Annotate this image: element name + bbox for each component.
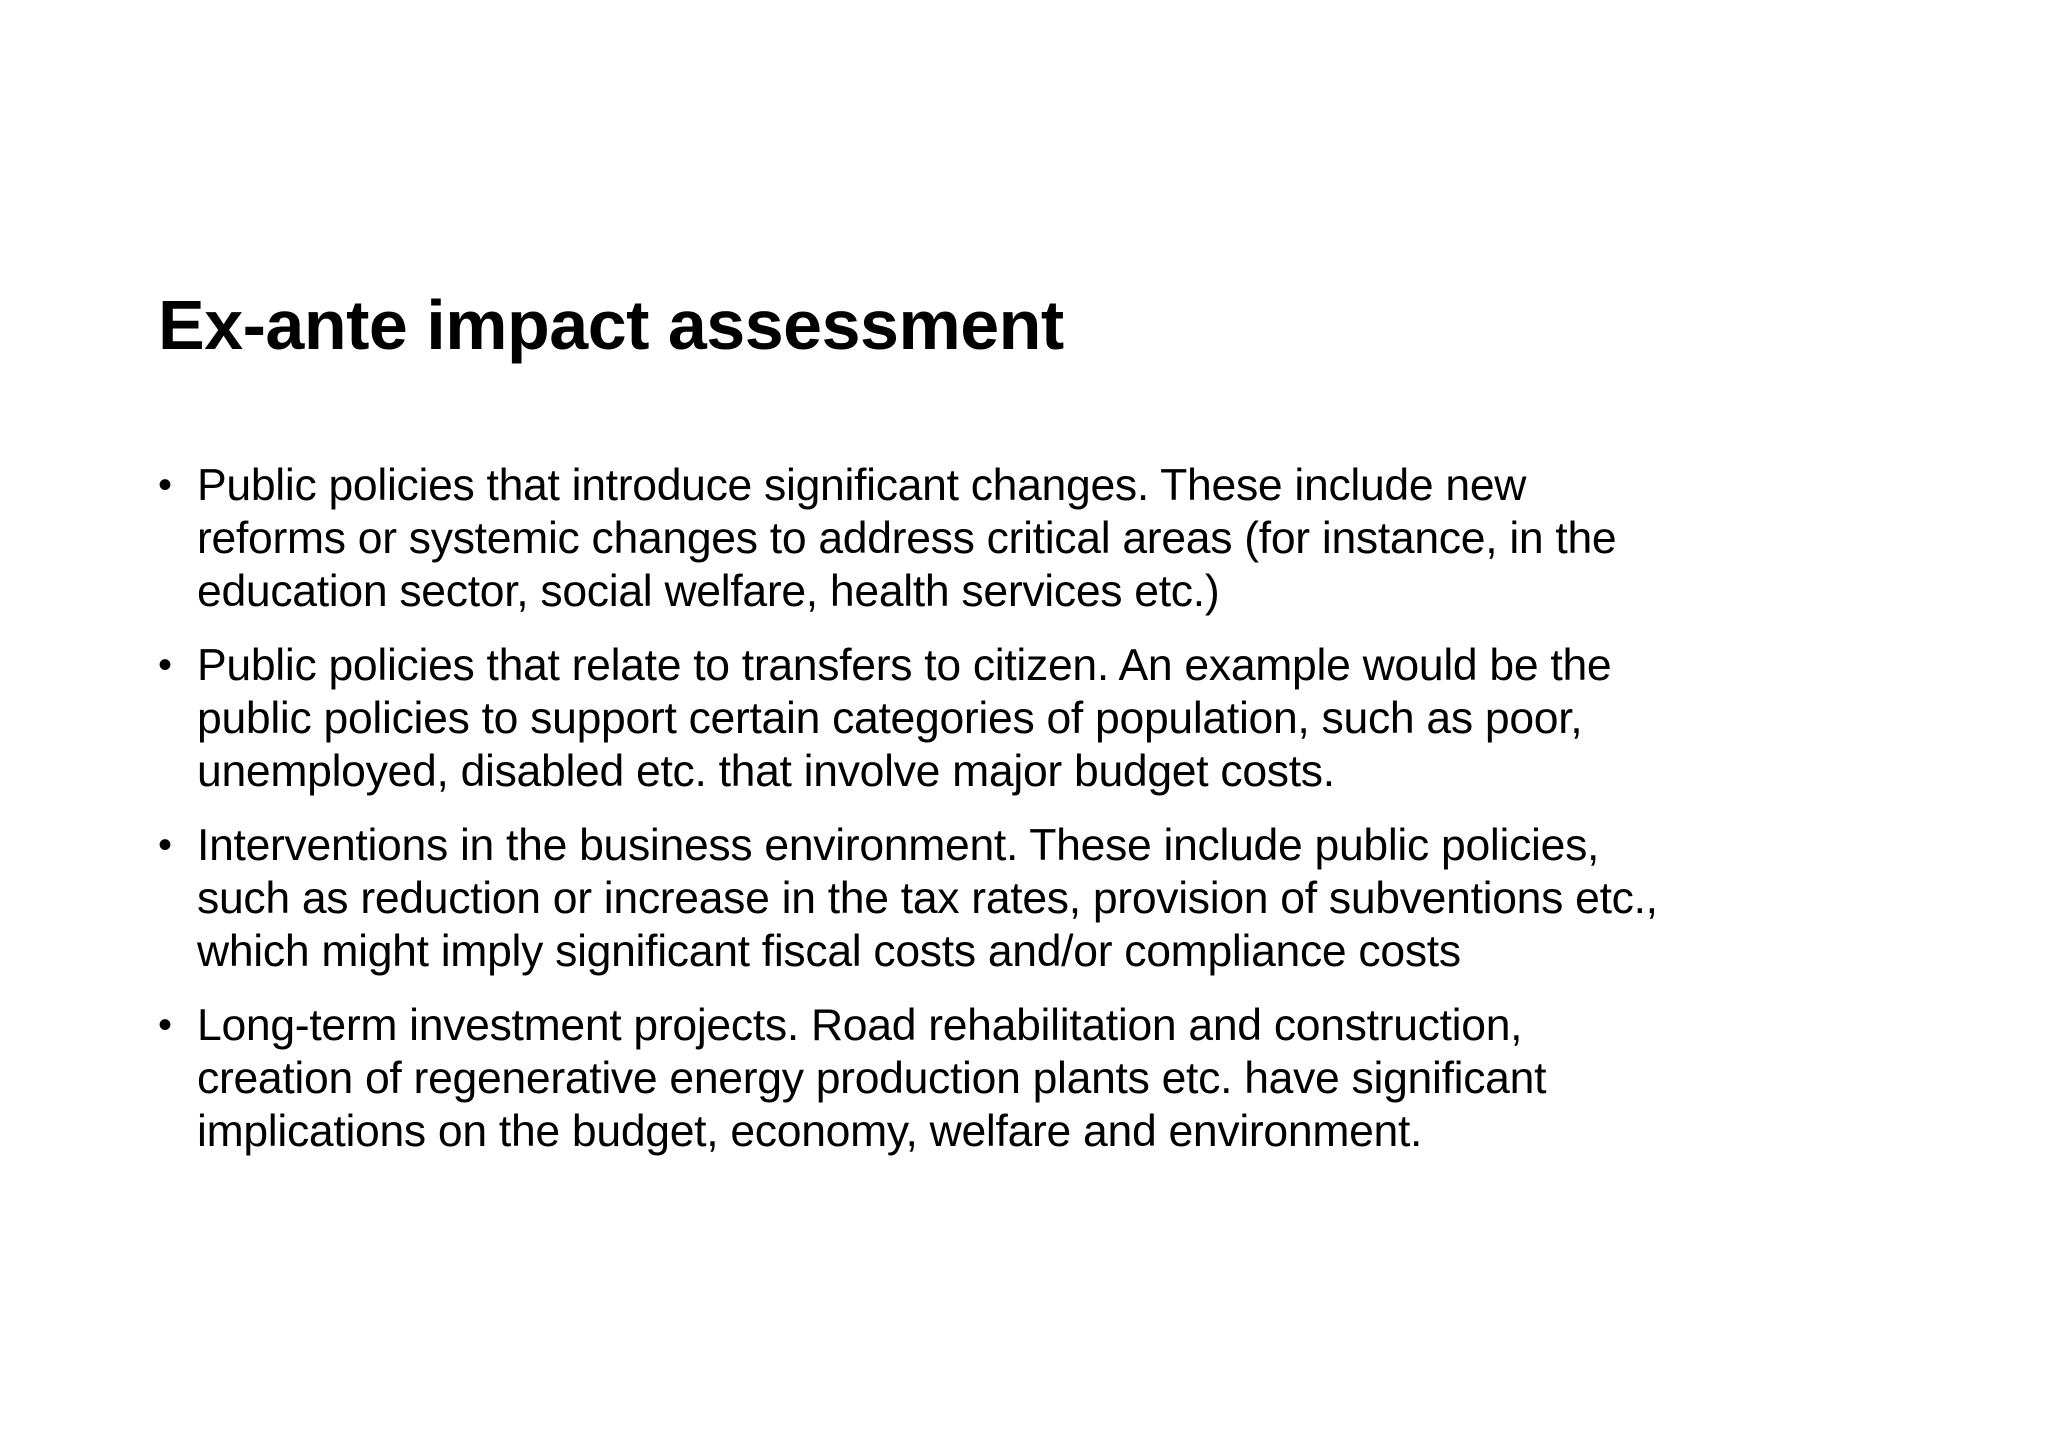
bullet-text-line: reforms or systemic changes to address critical areas (for instance, in the xyxy=(197,514,1617,563)
bullet-item-1 xyxy=(158,459,1918,618)
bullet-text-line: which might imply significant fiscal costs and/or compliance costs xyxy=(197,927,1461,976)
bullet-text-line: implications on the budget, economy, welfare and environment. xyxy=(197,1107,1423,1156)
bullet-icon: • xyxy=(158,643,172,687)
bullet-text-line: Public policies that introduce significant changes. These include new xyxy=(197,461,1527,510)
bullet-icon: • xyxy=(158,823,172,867)
bullet-icon: • xyxy=(158,1003,172,1047)
bullet-text-line: such as reduction or increase in the tax rates, provision of subventions etc., xyxy=(197,874,1658,923)
bullet-text-line: creation of regenerative energy production plants etc. have significant xyxy=(197,1054,1547,1103)
bullet-text-line: Long-term investment projects. Road rehabilitation and construction, xyxy=(197,1001,1523,1050)
bullet-item-3 xyxy=(158,819,1918,978)
bullet-icon: • xyxy=(158,463,172,507)
bullet-text-line: public policies to support certain categories of population, such as poor, xyxy=(197,694,1583,743)
slide-title: Ex-ante impact assessment xyxy=(158,286,1064,364)
bullet-text-line: education sector, social welfare, health services etc.) xyxy=(197,567,1220,616)
bullet-text-line: unemployed, disabled etc. that involve major budget costs. xyxy=(197,747,1335,796)
bullet-text-line: Public policies that relate to transfers to citizen. An example would be the xyxy=(197,641,1612,690)
bullet-text-line: Interventions in the business environment. These include public policies, xyxy=(197,821,1600,870)
bullet-item-2 xyxy=(158,639,1918,798)
bullet-item-4 xyxy=(158,999,1918,1158)
bullet-list xyxy=(158,459,1918,1179)
